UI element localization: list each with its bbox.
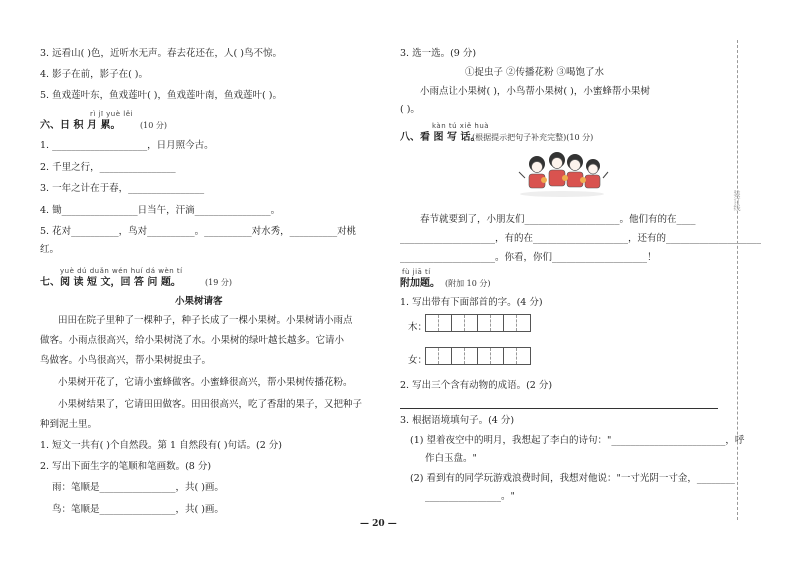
extra-q3-1a: (1) 望着夜空中的明月，我想起了李白的诗句："________________________，呼	[410, 435, 745, 446]
sec7-title: 七、阅 读 短 文，回 答 问 题。	[40, 277, 181, 288]
story-p3a: 小果树结果了，它请田田做客。田田很高兴，吃了香甜的果子，又把种子	[58, 399, 363, 410]
binding-label: 装订线	[733, 190, 741, 211]
story-title: 小果树请客	[175, 296, 223, 307]
binding-line	[737, 40, 738, 520]
q5-text: 5. 鱼戏莲叶东，鱼戏莲叶( )，鱼戏莲叶南，鱼戏莲叶( )。	[40, 90, 282, 101]
write-line-2: ____________________，有的在____________________，还有的____________________	[400, 233, 762, 244]
sec6-pinyin: rì jī yuè lěi	[90, 110, 133, 118]
extra-q3: 3. 根据语境填句子。(4 分)	[400, 415, 515, 426]
sec6-score: (10 分)	[140, 121, 167, 130]
extra-q2: 2. 写出三个含有动物的成语。(2 分)	[400, 380, 553, 391]
r-q3-fill-b: ( )。	[400, 104, 420, 115]
answer-line	[400, 408, 718, 409]
reading-q2: 2. 写出下面生字的笔顺和笔画数。(8 分)	[40, 461, 212, 472]
story-p1c: 鸟做客。小鸟很高兴，帮小果树捉虫子。	[40, 355, 212, 366]
sec8-title: 八、看 图 写 话。	[400, 132, 481, 143]
reading-q2-niao: 鸟：笔顺是________________，共( )画。	[52, 504, 224, 515]
s6-item-4: 4. 锄________________日当午，汗滴________________。	[40, 205, 281, 216]
r-q3-fill-a: 小雨点让小果树( )，小鸟帮小果树( )，小蜜蜂帮小果树	[420, 86, 650, 97]
r-q3-options: ①捉虫子 ②传播花粉 ③喝饱了水	[465, 67, 605, 78]
q3-text: 3. 远看山( )色，近听水无声。春去花还在，人( )鸟不惊。	[40, 48, 282, 59]
sec8-pinyin: kàn tú xiě huà	[432, 122, 490, 130]
radical-mu-label: 木：	[408, 322, 428, 333]
reading-q2-yu: 雨：笔顺是________________，共( )画。	[52, 482, 224, 493]
reading-q1: 1. 短文一共有( )个自然段。第 1 自然段有( )句话。(2 分)	[40, 440, 283, 451]
write-line-1: 春节就要到了，小朋友们____________________。他们有的在____	[420, 214, 696, 225]
s6-item-2: 2. 千里之行，________________	[40, 162, 176, 173]
sec7-pinyin: yuè dú duǎn wén huí dá wèn tí	[60, 267, 183, 275]
story-p1b: 做客。小雨点很高兴，给小果树浇了水。小果树的绿叶越长越多。它请小	[40, 335, 345, 346]
extra-score: (附加 10 分)	[445, 279, 491, 288]
char-grid-nv	[425, 347, 531, 365]
story-p3b: 种到泥土里。	[40, 419, 98, 430]
q4-text: 4. 影子在前，影子在( )。	[40, 69, 149, 80]
extra-pinyin: fù jiā tí	[402, 268, 431, 276]
sec7-score: (19 分)	[205, 278, 232, 287]
s6-item-5b: 红。	[40, 244, 60, 255]
sec8-note: (根据提示把句子补充完整)(10 分)	[472, 133, 594, 142]
extra-q3-2a: (2) 看到有的同学玩游戏浪费时间，我想对他说："一寸光阴一寸金，________	[410, 473, 735, 484]
extra-q3-1b: 作白玉盘。"	[425, 453, 477, 464]
char-grid-mu	[425, 314, 531, 332]
sec6-title: 六、日 积 月 累。	[40, 120, 121, 131]
children-illustration	[515, 150, 610, 198]
story-p1a: 田田在院子里种了一棵种子，种子长成了一棵小果树。小果树请小雨点	[58, 315, 353, 326]
story-p2: 小果树开花了，它请小蜜蜂做客。小蜜蜂很高兴，帮小果树传播花粉。	[58, 377, 353, 388]
page-number: — 20 —	[360, 519, 397, 529]
write-line-3: ____________________。你看，你们____________________！	[400, 252, 657, 263]
extra-title: 附加题。	[400, 278, 440, 289]
s6-item-1: 1. ____________________，日月照今古。	[40, 140, 214, 151]
radical-nv-label: 女：	[408, 355, 428, 366]
extra-q3-2b: ________________。"	[425, 491, 515, 502]
extra-q1: 1. 写出带有下面部首的字。(4 分)	[400, 297, 543, 308]
r-q3: 3. 选一选。(9 分)	[400, 48, 477, 59]
s6-item-3: 3. 一年之计在于春，________________	[40, 183, 205, 194]
s6-item-5a: 5. 花对__________，鸟对__________。__________对水秀，__________对桃	[40, 226, 357, 237]
